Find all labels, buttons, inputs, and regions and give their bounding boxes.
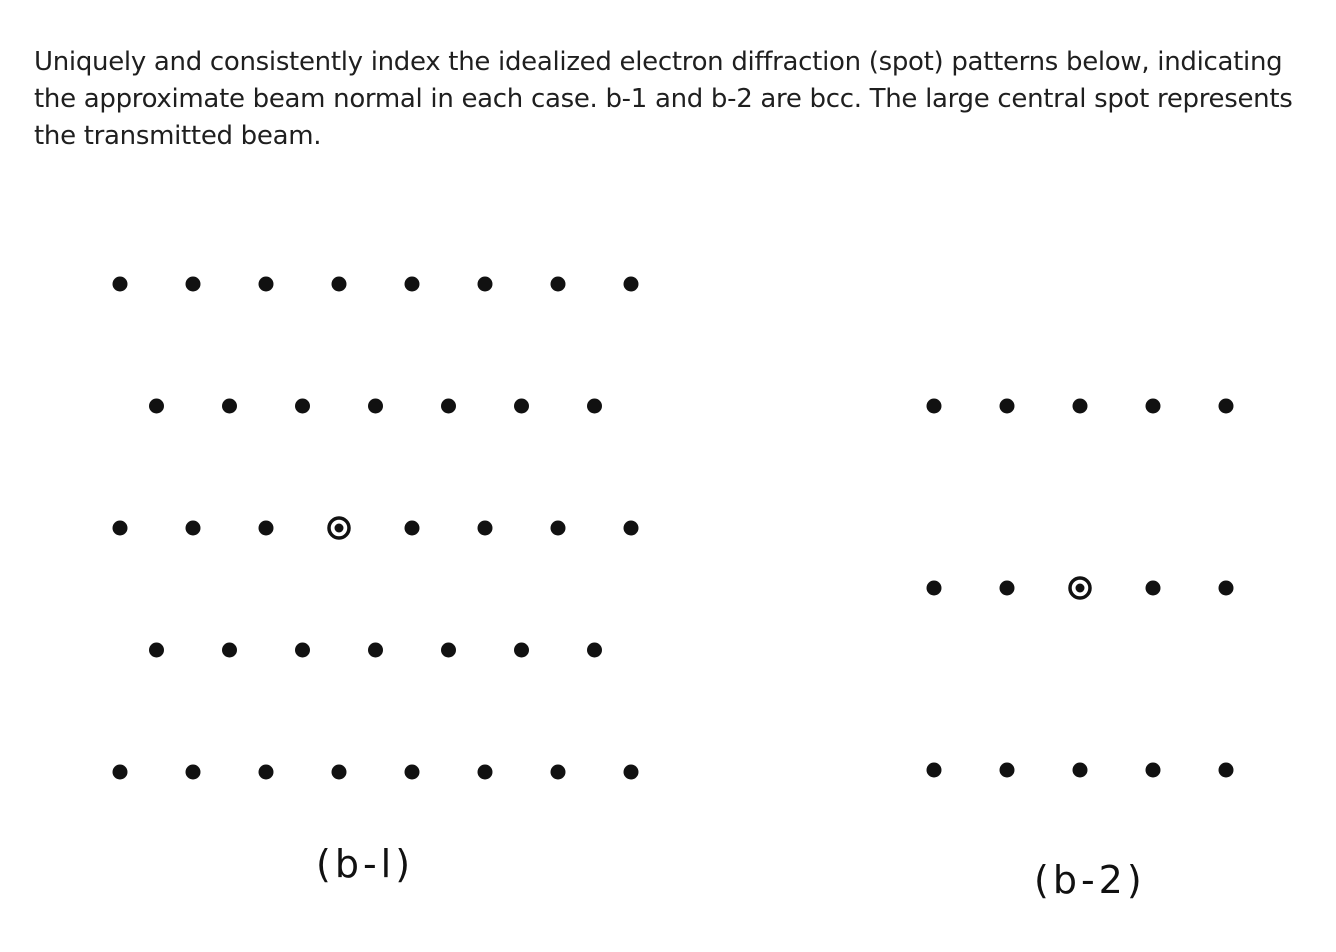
diffraction-spot [222,399,237,414]
diffraction-spot [1073,399,1088,414]
diffraction-pattern-b2 [910,380,1240,910]
diffraction-spot [624,765,639,780]
diffraction-spot [1219,399,1234,414]
diffraction-spot [259,277,274,292]
diffraction-spot [332,765,347,780]
diffraction-spot [405,765,420,780]
diffraction-spot [1073,763,1088,778]
diffraction-spot [1000,763,1015,778]
caption-b2: (b-2) [1034,858,1146,902]
diffraction-spot [514,643,529,658]
transmitted-beam-core [335,524,344,533]
diffraction-spot [551,765,566,780]
diffraction-spot [927,581,942,596]
diffraction-spot [222,643,237,658]
diffraction-spot [1146,581,1161,596]
diffraction-spot [514,399,529,414]
transmitted-beam-core [1076,584,1085,593]
diffraction-spot [186,521,201,536]
diffraction-spot [624,277,639,292]
diffraction-spot [587,643,602,658]
diffraction-spot [186,277,201,292]
spot-pattern-b2 [910,380,1240,800]
diffraction-spot [927,399,942,414]
diffraction-spot [149,399,164,414]
diffraction-spot [1219,581,1234,596]
diffraction-spot [1000,581,1015,596]
diffraction-spot [551,521,566,536]
diffraction-pattern-b1 [100,262,660,902]
diffraction-spot [587,399,602,414]
diffraction-spot [113,521,128,536]
diffraction-spot [1146,399,1161,414]
diffraction-spot [259,765,274,780]
diffraction-spot [295,399,310,414]
diffraction-spot [478,277,493,292]
diffraction-spot [368,643,383,658]
diffraction-spot [149,643,164,658]
diffraction-spot [186,765,201,780]
diffraction-spot [368,399,383,414]
diffraction-spot [332,277,347,292]
diffraction-spot [1219,763,1234,778]
diffraction-spot [259,521,274,536]
diffraction-spot [551,277,566,292]
diffraction-spot [441,643,456,658]
caption-b1: (b-l) [316,842,415,886]
diffraction-spot [441,399,456,414]
diffraction-spot [927,763,942,778]
diffraction-spot [405,521,420,536]
diffraction-spot [478,765,493,780]
diffraction-spot [295,643,310,658]
problem-statement: Uniquely and consistently index the idealized electron diffraction (spot) patterns below, indicating the approximate beam normal in each case. b-1 and b-2 are bcc. The large central spot represents the transmitted beam. [34,47,1293,151]
diffraction-spot [405,277,420,292]
diffraction-spot [113,765,128,780]
spot-pattern-b1 [100,262,660,822]
diffraction-spot [624,521,639,536]
diffraction-spot [113,277,128,292]
diffraction-spot [1146,763,1161,778]
diffraction-spot [478,521,493,536]
diffraction-spot [1000,399,1015,414]
